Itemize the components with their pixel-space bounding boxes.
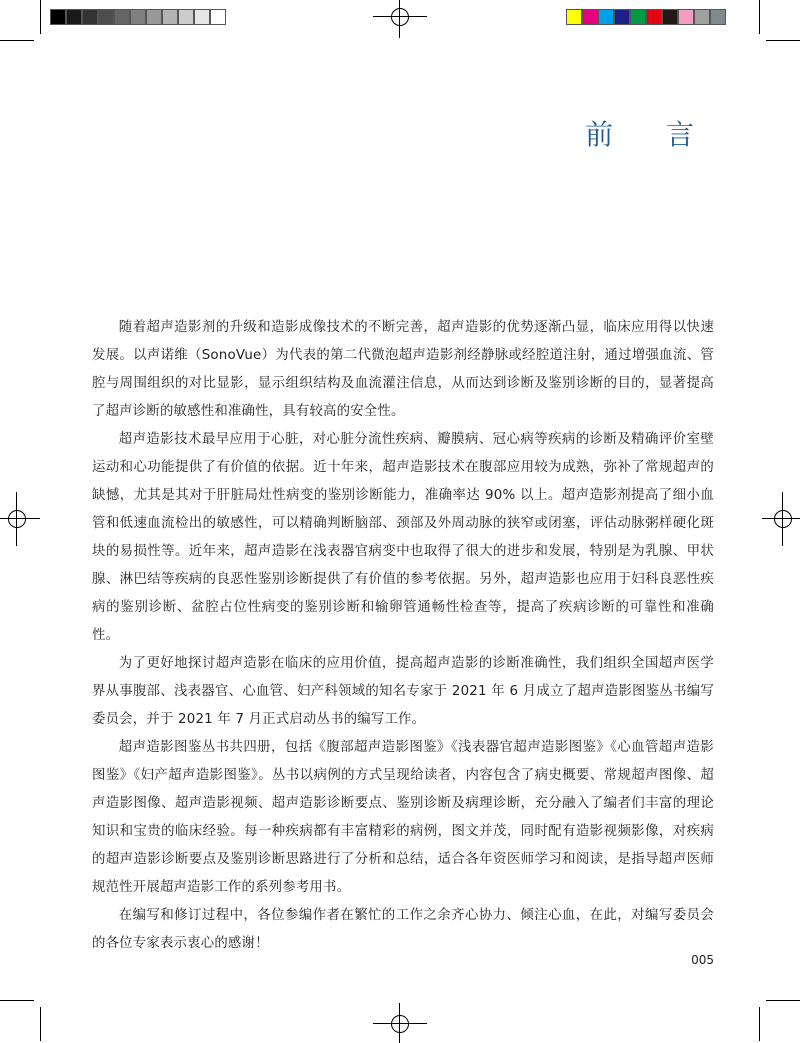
color-swatch bbox=[162, 9, 178, 25]
color-swatch-bar bbox=[566, 9, 726, 25]
color-swatch bbox=[98, 9, 114, 25]
crop-mark bbox=[0, 40, 34, 41]
paragraph: 为了更好地探讨超声造影在临床的应用价值，提高超声造影的诊断准确性，我们组织全国超声医学界从事腹部、浅表器官、心血管、妇产科领域的知名专家于 2021 年 6 月成立了超声造影图鉴丛书编写委员会，并于 2021 年 7 月正式启动丛书的编写工作。 bbox=[92, 656, 714, 727]
crop-mark bbox=[0, 1000, 34, 1001]
registration-target-top bbox=[389, 6, 411, 28]
color-swatch bbox=[114, 9, 130, 25]
paragraph: 随着超声造影剂的升级和造影成像技术的不断完善，超声造影的优势逐渐凸显，临床应用得以快速发展。以声诺维（SonoVue）为代表的第二代微泡超声造影剂经静脉或经腔道注射，通过增强血流、管腔与周围组织的对比显影，显示组织结构及血流灌注信息，从而达到诊断及鉴别诊断的目的，显著提高了超声诊断的敏感性和准确性，具有较高的安全性。 bbox=[92, 320, 714, 419]
color-swatch bbox=[66, 9, 82, 25]
color-swatch bbox=[210, 9, 226, 25]
color-swatch bbox=[694, 9, 710, 25]
registration-target-bottom bbox=[389, 1013, 411, 1035]
registration-target-left bbox=[6, 508, 28, 530]
crop-mark bbox=[40, 0, 41, 34]
color-swatch bbox=[646, 9, 662, 25]
color-swatch bbox=[130, 9, 146, 25]
crop-mark bbox=[766, 1000, 800, 1001]
color-swatch bbox=[146, 9, 162, 25]
crop-mark bbox=[40, 1007, 41, 1041]
crop-mark bbox=[766, 40, 800, 41]
paragraph: 超声造影技术最早应用于心脏，对心脏分流性疾病、瓣膜病、冠心病等疾病的诊断及精确评价室壁运动和心功能提供了有价值的依据。近十年来，超声造影技术在腹部应用较为成熟，弥补了常规超声的缺憾，尤其是其对于肝脏局灶性病变的鉴别诊断能力，准确率达 90% 以上。超声造影剂提高了细小血管和低速血流检出的敏感性，可以精确判断脑部、颈部及外周动脉的狭窄或闭塞，评估动脉粥样硬化斑块的易损性等。近年来，超声造影在浅表器官病变中也取得了很大的进步和发展，特别是为乳腺、甲状腺、淋巴结等疾病的良恶性鉴别诊断提供了有价值的参考依据。另外，超声造影也应用于妇科良恶性疾病的鉴别诊断、盆腔占位性病变的鉴别诊断和输卵管通畅性检查等，提高了疾病诊断的可靠性和准确性。 bbox=[92, 432, 714, 643]
color-swatch bbox=[50, 9, 66, 25]
color-swatch bbox=[630, 9, 646, 25]
crop-mark bbox=[759, 1007, 760, 1041]
color-swatch bbox=[566, 9, 582, 25]
page-number: 005 bbox=[691, 953, 714, 967]
paragraph: 超声造影图鉴丛书共四册，包括《腹部超声造影图鉴》《浅表器官超声造影图鉴》《心血管超声造影图鉴》《妇产超声造影图鉴》。丛书以病例的方式呈现给读者，内容包含了病史概要、常规超声图像、超声造影图像、超声造影视频、超声造影诊断要点、鉴别诊断及病理诊断，充分融入了编者们丰富的理论知识和宝贵的临床经验。每一种疾病都有丰富精彩的病例，图文并茂，同时配有造影视频影像，对疾病的超声造影诊断要点及鉴别诊断思路进行了分析和总结，适合各年资医师学习和阅读，是指导超声医师规范性开展超声造影工作的系列参考用书。 bbox=[92, 740, 714, 895]
crop-mark bbox=[759, 0, 760, 34]
color-swatch bbox=[598, 9, 614, 25]
page-title: 前 言 bbox=[585, 118, 716, 151]
color-swatch bbox=[614, 9, 630, 25]
color-swatch bbox=[178, 9, 194, 25]
registration-target-right bbox=[772, 508, 794, 530]
color-swatch bbox=[82, 9, 98, 25]
color-swatch bbox=[662, 9, 678, 25]
color-swatch bbox=[582, 9, 598, 25]
gray-swatch-bar bbox=[50, 9, 226, 25]
color-swatch bbox=[710, 9, 726, 25]
color-swatch bbox=[678, 9, 694, 25]
preface-body bbox=[92, 314, 714, 958]
color-swatch bbox=[194, 9, 210, 25]
paragraph: 在编写和修订过程中，各位参编作者在繁忙的工作之余齐心协力、倾注心血，在此，对编写委员会的各位专家表示衷心的感谢！ bbox=[92, 908, 714, 951]
